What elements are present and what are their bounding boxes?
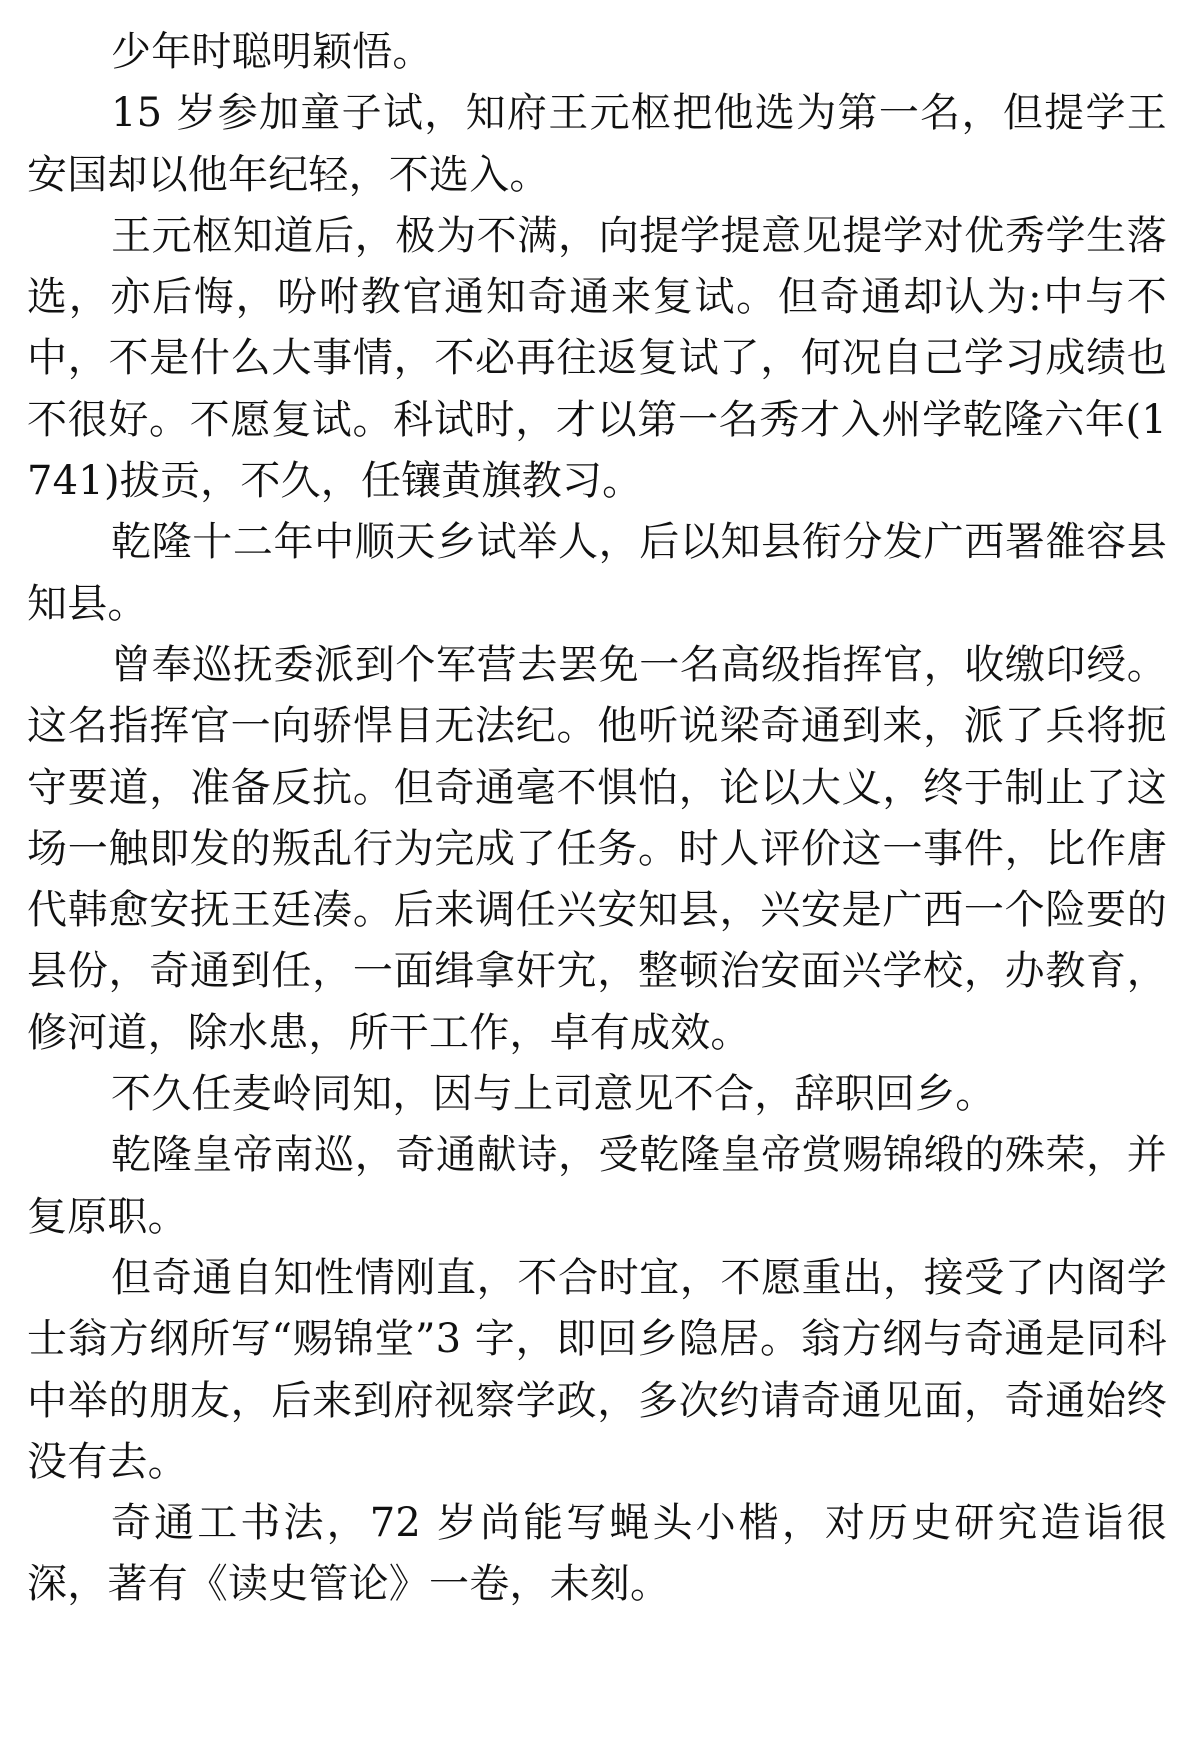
paragraph-child-exam: 15 岁参加童子试，知府王元枢把他选为第一名，但提学王安国却以他年纪轻，不选入。 [27,90,1167,198]
paragraph-juren: 乾隆十二年中顺天乡试举人，后以知县衔分发广西署雒容县知县。 [27,519,1167,627]
paragraph-reexam: 王元枢知道后，极为不满，向提学提意见提学对优秀学生落选，亦后悔，吩咐教官通知奇通来复试。但奇通却认为:中与不中，不是什么大事情，不必再往返复试了，何况自己学习成绩也不很好。不愿复试。科试时，才以第一名秀才入州学乾隆六年(1741)拔贡，不久，任镶黄旗教习。 [27,212,1167,505]
paragraph-calligraphy: 奇通工书法，72 岁尚能写蝇头小楷，对历史研究造诣很深，著有《读史管论》一卷，未刻。 [27,1500,1167,1608]
paragraph-imperial-tour: 乾隆皇帝南巡，奇通献诗，受乾隆皇帝赏赐锦缎的殊荣，并复原职。 [27,1132,1167,1240]
paragraph-resign: 不久任麦岭同知，因与上司意见不合，辞职回乡。 [111,1071,996,1118]
document-page [27,22,1167,1616]
paragraph-retirement: 但奇通自知性情刚直，不合时宜，不愿重出，接受了内阁学士翁方纲所写“赐锦堂”3 字，即回乡隐居。翁方纲与奇通是同科中举的朋友，后来到府视察学政，多次约请奇通见面，奇通始终没有去。 [27,1254,1167,1485]
paragraph-mission: 曾奉巡抚委派到个军营去罢免一名高级指挥官，收缴印绶。这名指挥官一向骄悍目无法纪。他听说梁奇通到来，派了兵将扼守要道，准备反抗。但奇通毫不惧怕，论以大义，终于制止了这场一触即发的叛乱行为完成了任务。时人评价这一事件，比作唐代韩愈安抚王廷凑。后来调任兴安知县，兴安是广西一个险要的县份，奇通到任，一面缉拿奸宄，整顿治安面兴学校，办教育，修河道，除水患，所干工作，卓有成效。 [27,641,1167,1056]
paragraph-childhood: 少年时聪明颖悟。 [111,29,433,75]
